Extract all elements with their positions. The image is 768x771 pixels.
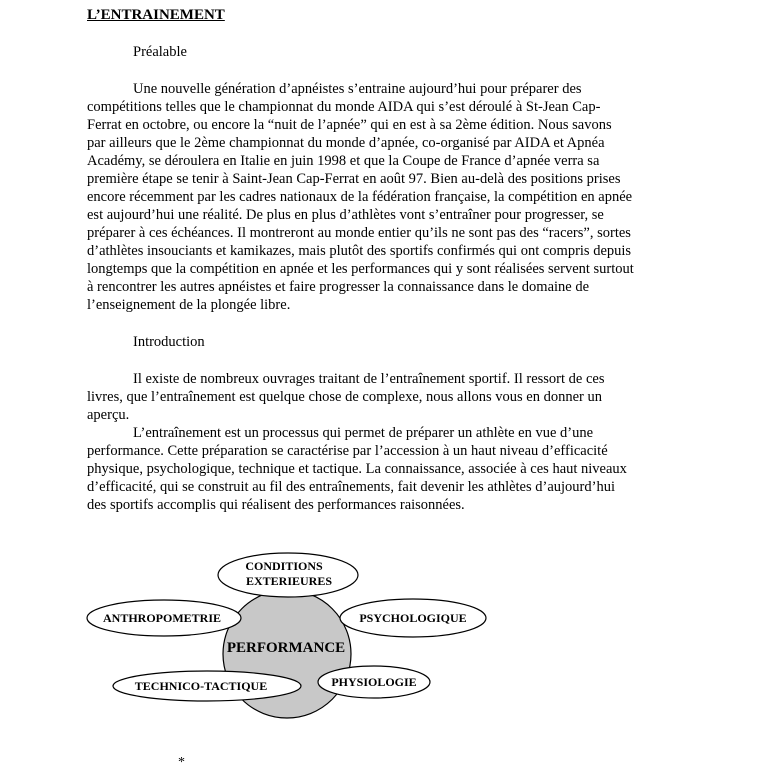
label-physiologie: PHYSIOLOGIE [331, 675, 417, 689]
text-line: préparer à ces échéances. Il montreront au monde entier qu’ils ne sont pas des “racers”, sortes [87, 225, 631, 241]
text-line: l’enseignement de la plongée libre. [87, 297, 291, 313]
text-line: aperçu. [87, 407, 130, 423]
label-psychologique: PSYCHOLOGIQUE [359, 611, 467, 625]
text-line: performance. Cette préparation se caractérise par l’accession à un haut niveau d’efficacité [87, 443, 608, 459]
text-line: Ferrat en octobre, ou encore la “nuit de l’apnée” qui en est à sa 2ème édition. Nous savons [87, 117, 612, 133]
label-anthropometrie: ANTHROPOMETRIE [102, 611, 222, 625]
text-line: Académy, se déroulera en Italie en juin 1998 et que la Coupe de France d’apnée verra sa [87, 153, 600, 169]
text-line: encore récemment par les cadres nationaux de la fédération française, la compétition en apnée [87, 189, 633, 205]
text-line: à rencontrer les autres apnéistes et faire progresser la connaissance dans le domaine de [87, 279, 590, 295]
text-line: compétitions telles que le championnat du monde AIDA qui s’est déroulé à St-Jean Cap- [87, 99, 601, 115]
document-title: L’ENTRAINEMENT [87, 7, 225, 23]
text-line: livres, que l’entraînement est quelque chose de complexe, nous allons vous en donner un [87, 389, 603, 405]
text-line: d’efficacité, qui se construit au fil des entraînements, fait devenir les athlètes d’aujourd’hui [87, 479, 615, 495]
text-line: première étape se tenir à Saint-Jean Cap-Ferrat en août 97. Bien au-delà des positions prises [87, 171, 621, 187]
text-line: longtemps que la compétition en apnée et les performances qui y sont réalisées servent surtout [87, 261, 634, 277]
text-line: Une nouvelle génération d’apnéistes s’entraine aujourd’hui pour préparer des [133, 81, 582, 97]
text-line: est aujourd’hui une réalité. De plus en plus d’athlètes vont s’entraîner pour progresser, se [87, 207, 604, 223]
section-heading-introduction: Introduction [133, 334, 205, 350]
label-technico-tactique: TECHNICO-TACTIQUE [134, 679, 268, 693]
label-conditions-line1: CONDITIONS [245, 559, 323, 573]
label-conditions-line2: EXTERIEURES [245, 574, 333, 588]
footer-asterisk: * [178, 755, 185, 770]
text-line: par ailleurs que le 2ème championnat du monde d’apnée, co-organisé par AIDA et Apnéa [87, 135, 605, 151]
performance-label: PERFORMANCE [226, 640, 346, 656]
text-line: L’entraînement est un processus qui permet de préparer un athlète en vue d’une [133, 425, 594, 441]
section-heading-prealable: Préalable [133, 44, 187, 60]
text-line: physique, psychologique, technique et tactique. La connaissance, associée à ces haut niveaux [87, 461, 627, 477]
text-line: des sportifs accomplis qui réalisent des performances raisonnées. [87, 497, 465, 513]
text-line: Il existe de nombreux ouvrages traitant de l’entraînement sportif. Il ressort de ces [133, 371, 605, 387]
text-line: d’athlètes insouciants et kamikazes, mais plutôt des sportifs confirmés qui ont compris depuis [87, 243, 632, 259]
